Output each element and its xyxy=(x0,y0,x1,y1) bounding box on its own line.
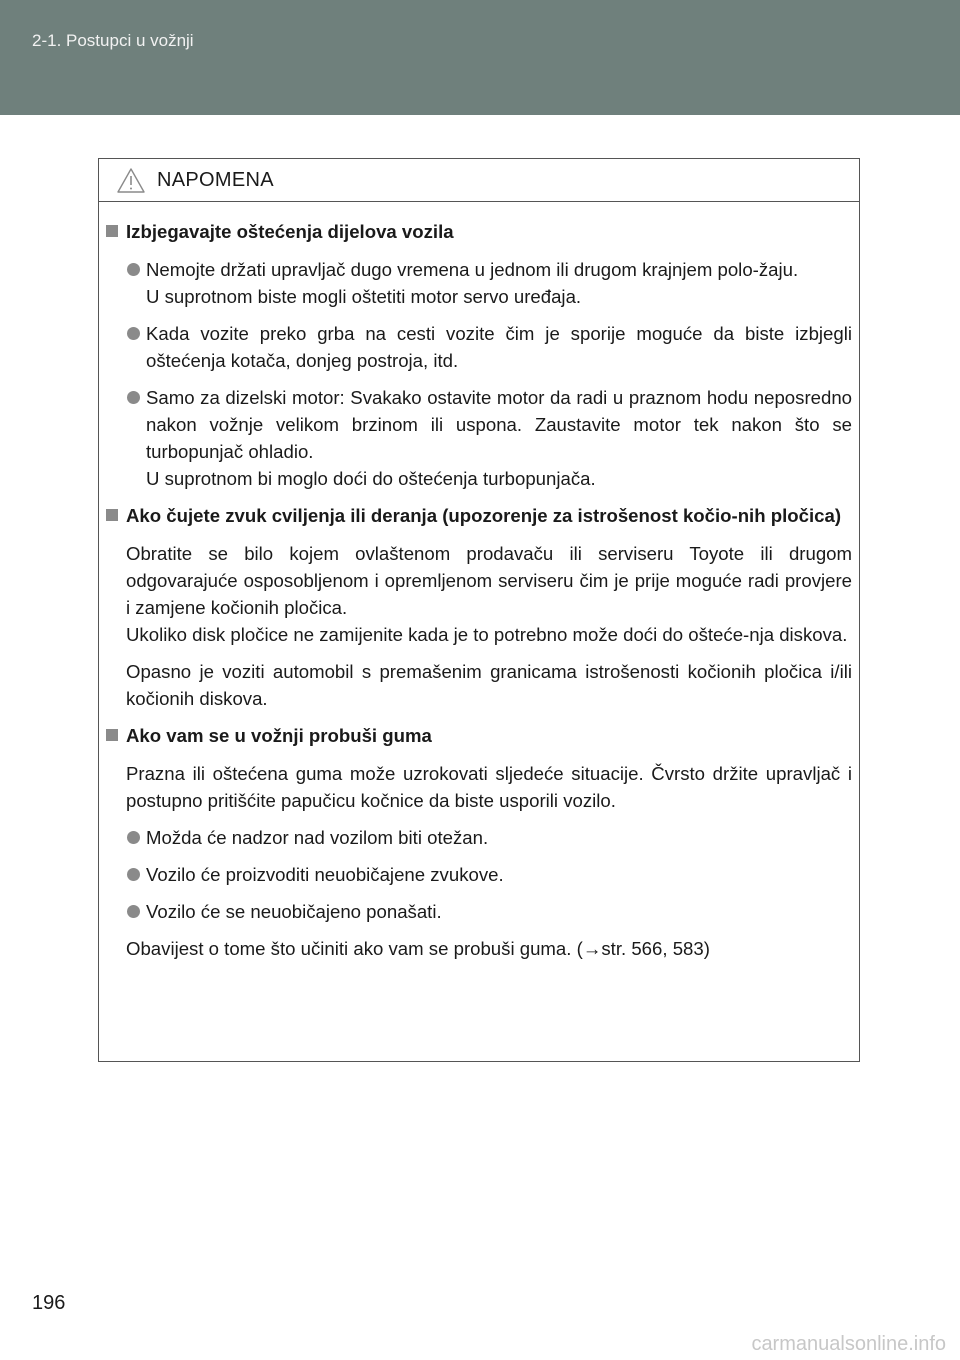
paragraph: Obratite se bilo kojem ovlaštenom prodavaču ili serviseru Toyote ili drugom odgovarajuće osposobljenom i opremljenom serviseru čim je prije moguće radi provjere i zamjene kočionih pločica. Ukoliko disk pločice ne zamijenite kada je to potrebno može doći do ošteće-nja diskova. xyxy=(126,543,852,645)
list-item: Vozilo će se neuobičajeno ponašati. xyxy=(106,898,852,925)
paragraph: Obavijest o tome što učiniti ako vam se probuši guma. (→str. 566, 583) xyxy=(126,938,710,959)
round-bullet-icon xyxy=(127,263,140,276)
list-item: Nemojte držati upravljač dugo vremena u jednom ili drugom krajnjem polo-žaju. U suprotnom biste mogli oštetiti motor servo uređaja. xyxy=(106,256,852,310)
list-item: Možda će nadzor nad vozilom biti otežan. xyxy=(106,824,852,851)
notice-body xyxy=(99,202,859,962)
section-heading: Ako čujete zvuk cviljenja ili deranja (upozorenje za istrošenost kočio-nih pločica) xyxy=(106,502,852,529)
watermark: carmanualsonline.info xyxy=(751,1333,946,1355)
round-bullet-icon xyxy=(127,327,140,340)
list-item: Kada vozite preko grba na cesti vozite čim je sporije moguće da biste izbjegli oštećenja kotača, donjeg postroja, itd. xyxy=(106,320,852,374)
square-bullet-icon xyxy=(106,509,118,521)
warning-triangle-icon xyxy=(116,167,146,194)
paragraph: Prazna ili oštećena guma može uzrokovati sljedeće situacije. Čvrsto držite upravljač i postupno pritišćite papučicu kočnice da biste usporili vozilo. xyxy=(126,763,852,811)
square-bullet-icon xyxy=(106,729,118,741)
section-heading: Ako vam se u vožnji probuši guma xyxy=(106,722,852,749)
page-number: 196 xyxy=(32,1292,66,1314)
notice-title: NAPOMENA xyxy=(157,169,274,191)
round-bullet-icon xyxy=(127,905,140,918)
round-bullet-icon xyxy=(127,831,140,844)
section-heading: Izbjegavajte oštećenja dijelova vozila xyxy=(106,218,852,245)
section-title: 2-1. Postupci u vožnji xyxy=(32,31,194,50)
list-item: Vozilo će proizvoditi neuobičajene zvukove. xyxy=(106,861,852,888)
round-bullet-icon xyxy=(127,391,140,404)
round-bullet-icon xyxy=(127,868,140,881)
page-header xyxy=(0,0,960,115)
notice-header xyxy=(99,159,859,202)
notice-box xyxy=(98,158,860,1062)
list-item: Samo za dizelski motor: Svakako ostavite motor da radi u praznom hodu neposredno nakon vožnje velikom brzinom ili uspona. Zaustavite motor tek nakon što se turbopunjač ohladio. U suprotnom bi moglo doći do oštećenja turbopunjača. xyxy=(106,384,852,492)
paragraph: Opasno je voziti automobil s premašenim granicama istrošenosti kočionih pločica i/ili kočionih diskova. xyxy=(126,661,852,709)
square-bullet-icon xyxy=(106,225,118,237)
